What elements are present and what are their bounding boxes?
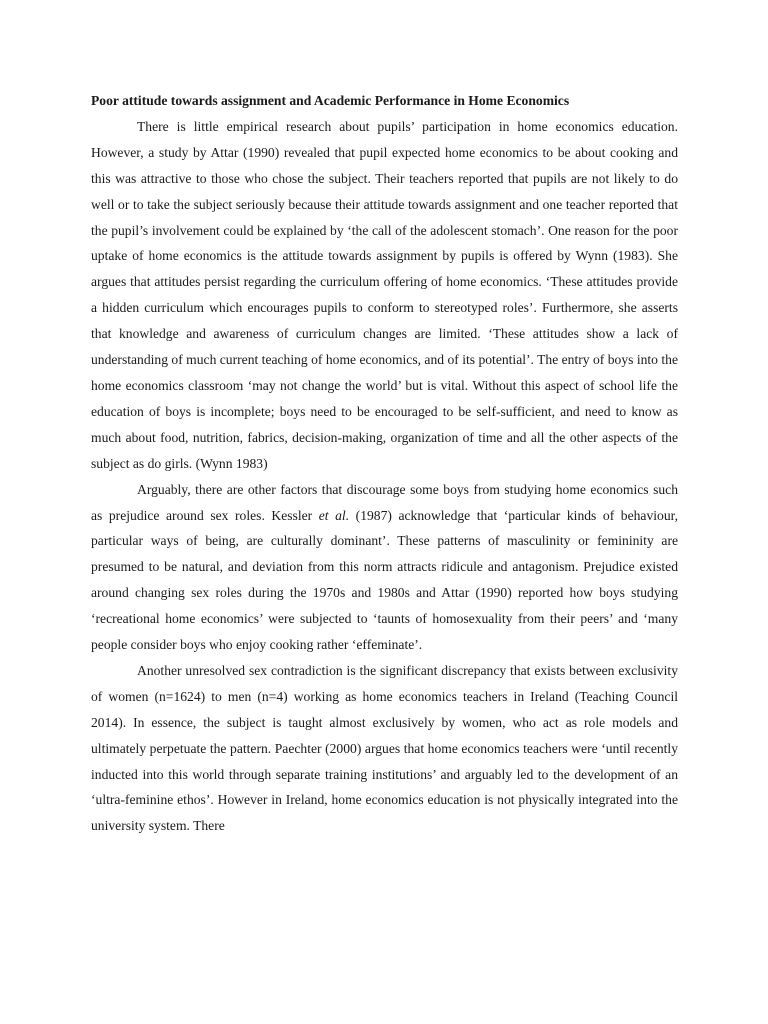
- paragraph-2-italic: et al.: [318, 507, 350, 523]
- paragraph-2-text-end: (1987) acknowledge that ‘particular kinds of behaviour, particular ways of being, are culturally dominant’. These patterns of masculinity or femininity are presumed to be natural, and deviation from this norm attracts ridicule and antagonism. Prejudice existed around changing sex roles during the 1970s and 1980s and Attar (1990) reported how boys studying ‘recreational home economics’ were subjected to ‘taunts of homosexuality from their peers’ and ‘many people consider boys who enjoy cooking rather ‘effeminate’.: [91, 507, 678, 653]
- paragraph-2: [91, 477, 678, 658]
- section-heading: Poor attitude towards assignment and Academic Performance in Home Economics: [91, 93, 570, 108]
- document-page: [91, 88, 678, 839]
- paragraph-1: There is little empirical research about pupils’ participation in home economics education. However, a study by Attar (1990) revealed that pupil expected home economics to be about cooking and this was attractive to those who chose the subject. Their teachers reported that pupils are not likely to do well or to take the subject seriously because their attitude towards assignment and one teacher reported that the pupil’s involvement could be explained by ‘the call of the adolescent stomach’. One reason for the poor uptake of home economics is the attitude towards assignment by pupils is offered by Wynn (1983). She argues that attitudes persist regarding the curriculum offering of home economics. ‘These attitudes provide a hidden curriculum which encourages pupils to conform to stereotyped roles’. Furthermore, she asserts that knowledge and awareness of curriculum changes are limited. ‘These attitudes show a lack of understanding of much current teaching of home economics, and of its potential’. The entry of boys into the home economics classroom ‘may not change the world’ but is vital. Without this aspect of school life the education of boys is incomplete; boys need to be encouraged to be self-sufficient, and need to know as much about food, nutrition, fabrics, decision-making, organization of time and all the other aspects of the subject as do girls. (Wynn 1983): [91, 118, 678, 471]
- paragraph-3: Another unresolved sex contradiction is the significant discrepancy that exists between exclusivity of women (n=1624) to men (n=4) working as home economics teachers in Ireland (Teaching Council 2014). In essence, the subject is taught almost exclusively by women, who act as role models and ultimately perpetuate the pattern. Paechter (2000) argues that home economics teachers were ‘until recently inducted into this world through separate training institutions’ and arguably led to the development of an ‘ultra-feminine ethos’. However in Ireland, home economics education is not physically integrated into the university system. There: [91, 662, 678, 834]
- paragraph-2-text-start: Arguably, there are other factors that discourage some boys from studying home economics such as prejudice around sex roles. Kessler: [91, 481, 678, 523]
